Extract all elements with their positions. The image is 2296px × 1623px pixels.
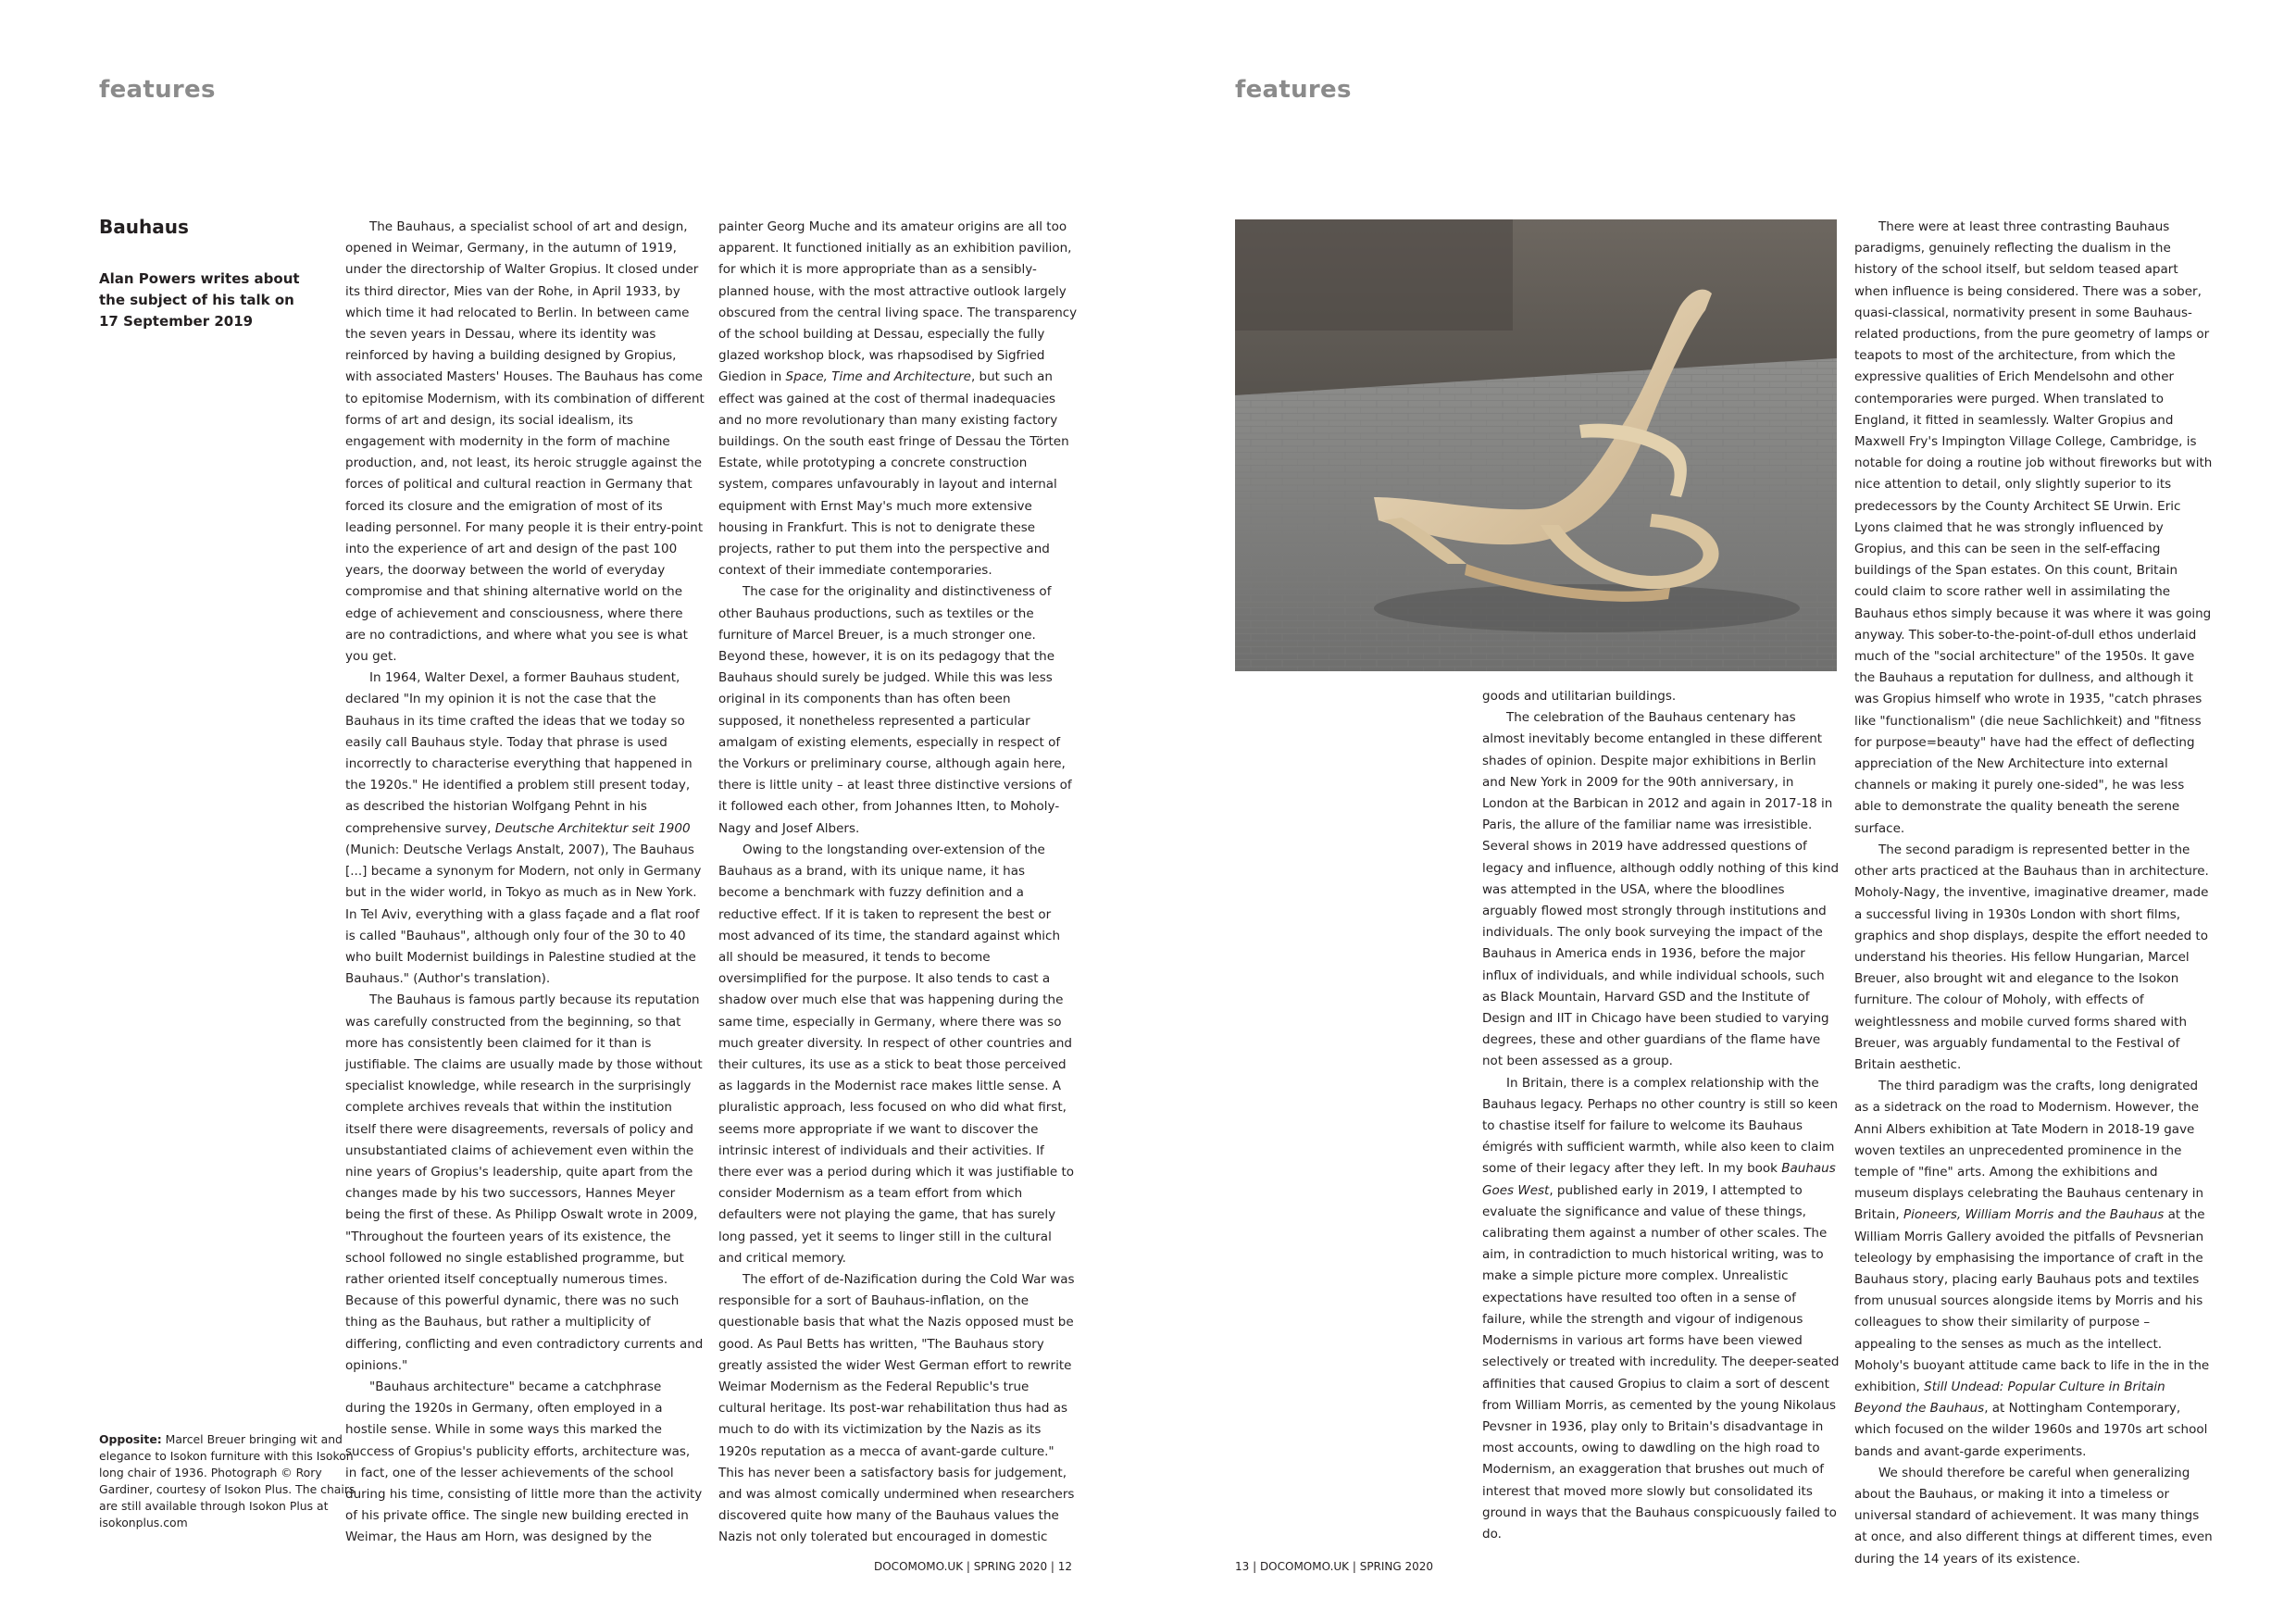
paragraph: We should therefore be careful when generalizing about the Bauhaus, or making it into a timeless or universal standard of achievement. It was many things at once, and also different things at different times, even during the 14 years of its existence.: [1854, 1465, 2213, 1567]
paragraph: In Britain, there is a complex relationship with the Bauhaus legacy. Perhaps no other country is still so keen to chastise itself for failure to welcome its Bauhaus émigrés with sufficient warmth, while also keen to claim some of their legacy after they left. In my book Bauhaus Goes West, published early in 2019, I attempted to evaluate the significance and value of these things, calibrating them against a number of other scales. The aim, in contradiction to much historical writing, was to make a simple picture more complex. Unrealistic expectations have resulted too often in a sense of failure, while the strength and vigour of indigenous Modernisms in various art forms have been viewed selectively or treated with incredulity. The deeper-seated affinities that caused Gropius to claim a sort of descent from William Morris, as cemented by the young Nikolaus Pevsner in 1936, play only to Britain's disadvantage in most accounts, owing to dawdling on the high road to Modernism, an exaggeration that brushes out much of interest that moved more slowly but consolidated its ground in ways that the Bauhaus conspicuously failed to do.: [1482, 1075, 1840, 1542]
folio-right: 13 | DOCOMOMO.UK | SPRING 2020: [1235, 1560, 1434, 1573]
chair-photograph: [1235, 219, 1837, 671]
article-title: Bauhaus: [99, 216, 189, 238]
paragraph: The second paradigm is represented better in the other arts practiced at the Bauhaus than in architecture. Moholy-Nagy, the inventive, imaginative dreamer, made a successful living in 1930s London with short films, graphics and shop displays, despite the effort needed to understand his theories. His fellow Hungarian, Marcel Breuer, also brought wit and elegance to the Isokon furniture. The colour of Moholy, with effects of weightlessness and mobile curved forms shared with Breuer, was arguably fundamental to the Festival of Britain aesthetic.: [1854, 842, 2209, 1072]
paragraph: painter Georg Muche and its amateur origins are all too apparent. It functioned initially as an exhibition pavilion, for which it is more appropriate than as a sensibly-planned house, with the most attractive outlook largely obscured from the central living space. The transparency of the school building at Dessau, especially the fully glazed workshop block, was rhapsodised by Sigfried Giedion in Space, Time and Architecture, but such an effect was gained at the cost of thermal inadequacies and no more revolutionary than many existing factory buildings. On the south east fringe of Dessau the Törten Estate, while prototyping a concrete construction system, compares unfavourably in layout and internal equipment with Ernst May's much more extensive housing in Frankfurt. This is not to denigrate these projects, rather to put them into the perspective and context of their immediate contemporaries.: [718, 219, 1078, 579]
paragraph: In 1964, Walter Dexel, a former Bauhaus student, declared "In my opinion it is not the case that the Bauhaus in its time crafted the ideas that we today so easily call Bauhaus style. Today that phrase is used incorrectly to characterise everything that happened in the 1920s." He identified a problem still present today, as described the historian Wolfgang Pehnt in his comprehensive survey, Deutsche Architektur seit 1900 (Munich: Deutsche Verlags Anstalt, 2007), The Bauhaus [...] became a synonym for Modern, not only in Germany but in the wider world, in Tokyo as much as in New York. In Tel Aviv, everything with a glass façade and a flat roof is called "Bauhaus", although only four of the 30 to 40 who built Modernist buildings in Palestine studied at the Bauhaus." (Author's translation).: [345, 670, 702, 987]
paragraph: goods and utilitarian buildings.: [1482, 689, 1677, 704]
standfirst: Alan Powers writes about the subject of his talk on 17 September 2019: [99, 270, 300, 330]
paragraph: The Bauhaus, a specialist school of art and design, opened in Weimar, Germany, in the autumn of 1919, under the directorship of Walter Gropius. It closed under its third director, Mies van der Rohe, in April 1933, by which time it had relocated to Berlin. In between came the seven years in Dessau, where its identity was reinforced by having a building designed by Gropius, with associated Masters' Houses. The Bauhaus has come to epitomise Modernism, with its combination of different forms of art and design, its social idealism, its engagement with modernity in the form of machine production, and, not least, its heroic struggle against the forces of political and cultural reaction in Germany that forced its closure and the emigration of most of its leading personnel. For many people it is their entry-point into the experience of art and design of the past 100 years, the doorway between the world of everyday compromise and that shining alternative world on the edge of achievement and consciousness, where there are no contradictions, and where what you see is what you get.: [345, 219, 705, 665]
text-column-3: [1482, 686, 1841, 1545]
paragraph: The third paradigm was the crafts, long denigrated as a sidetrack on the road to Modernism. However, the Anni Albers exhibition at Tate Modern in 2018-19 gave woven textiles an unprecedented prominence in the temple of "fine" arts. Among the exhibitions and museum displays celebrating the Bauhaus centenary in Britain, Pioneers, William Morris and the Bauhaus at the William Morris Gallery avoided the pitfalls of Pevsnerian teleology by emphasising the importance of craft in the Bauhaus story, placing early Bauhaus pots and textiles from unusual sources alongside items by Morris and his colleagues to show their similarity of purpose – appealing to the senses as much as the intellect. Moholy's buoyant attitude came back to life in the in the exhibition, Still Undead: Popular Culture in Britain Beyond the Bauhaus, at Nottingham Contemporary, which focused on the wilder 1960s and 1970s art school bands and avant-garde experiments.: [1854, 1079, 2210, 1459]
paragraph: The celebration of the Bauhaus centenary has almost inevitably become entangled in these different shades of opinion. Despite major exhibitions in Berlin and New York in 2009 for the 90th anniversary, in London at the Barbican in 2012 and again in 2017-18 in Paris, the allure of the familiar name was irresistible. Several shows in 2019 have addressed questions of legacy and influence, although oddly nothing of this kind was attempted in the USA, where the bloodlines arguably flowed most strongly through institutions and individuals. The only book surveying the impact of the Bauhaus in America ends in 1936, before the major influx of individuals, and while individual schools, such as Black Mountain, Harvard GSD and the Institute of Design and IIT in Chicago have been studied to varying degrees, these and other guardians of the flame have not been assessed as a group.: [1482, 710, 1840, 1069]
paragraph: "Bauhaus architecture" became a catchphrase during the 1920s in Germany, often employed in a hostile sense. While in some ways this marked the success of Gropius's publicity efforts, architecture was, in fact, one of the lesser achievements of the school during his time, consisting of little more than the activity of his private office. The single new building erected in Weimar, the Haus am Horn, was designed by the: [345, 1379, 703, 1545]
paragraph: There were at least three contrasting Bauhaus paradigms, genuinely reflecting the dualism in the history of the school itself, but seldom teased apart when influence is being considered. There was a sober, quasi-classical, normativity present in some Bauhaus-related productions, from the pure geometry of lamps or teapots to most of the architecture, from which the expressive qualities of Erich Mendelsohn and other contemporaries were purged. When translated to England, it fitted in seamlessly. Walter Gropius and Maxwell Fry's Impington Village College, Cambridge, is notable for doing a routine job without fireworks but with nice attention to detail, only slightly superior to its predecessors by the County Architect SE Urwin. Eric Lyons claimed that he was strongly influenced by Gropius, and this can be seen in the self-effacing buildings of the Span estates. On this count, Britain could claim to score rather well in assimilating the Bauhaus ethos simply because it was where it was going anyway. This sober-to-the-point-of-dull ethos underlaid much of the "social architecture" of the 1950s. It gave the Bauhaus a reputation for dullness, and although it was Gropius himself who wrote in 1935, "catch phrases like "functionalism" (die neue Sachlichkeit) and "fitness for purpose=beauty" have had the effect of deflecting appreciation of the New Architecture into external channels or making it purely one-sided", he was less able to demonstrate the quality beneath the serene surface.: [1854, 219, 2213, 836]
paragraph: The case for the originality and distinctiveness of other Bauhaus productions, such as textiles or the furniture of Marcel Breuer, is a much stronger one. Beyond these, however, it is on its pedagogy that the Bauhaus should surely be judged. While this was less original in its components than has often been supposed, it nonetheless represented a particular amalgam of existing elements, especially in respect of the Vorkurs or preliminary course, although again here, there is little unity – at least three distinctive versions of it followed each other, from Johannes Itten, to Moholy-Nagy and Josef Albers.: [718, 584, 1072, 836]
photo-caption: [99, 1431, 366, 1531]
section-label-left: features: [99, 76, 216, 104]
paragraph: The Bauhaus is famous partly because its reputation was carefully constructed from the beginning, so that more has consistently been claimed for it than is justifiable. The claims are usually made by those without specialist knowledge, while research in the surprisingly complete archives reveals that within the institution itself there were disagreements, reversals of policy and unsubstantiated claims of achievement even within the nine years of Gropius's leadership, quite apart from the changes made by his two successors, Hannes Meyer being the first of these. As Philipp Oswalt wrote in 2009, "Throughout the fourteen years of its existence, the school followed no single established programme, but rather oriented itself conceptually numerous times. Because of this powerful dynamic, there was no such thing as the Bauhaus, but rather a multiplicity of differing, conflicting and even contradictory currents and opinions.": [345, 993, 704, 1373]
text-column-2: [718, 217, 1078, 1549]
caption-text: Marcel Breuer bringing wit and elegance to Isokon furniture with this Isokon long chair of 1936. Photograph © Rory Gardiner, courtesy of Isokon Plus. The chairs are still available through Isokon Plus at isokonplus.com: [99, 1432, 356, 1529]
text-column-1: [345, 217, 705, 1549]
caption-label: Opposite:: [99, 1432, 162, 1446]
isokon-long-chair-image: [1235, 219, 1837, 671]
paragraph: Owing to the longstanding over-extension of the Bauhaus as a brand, with its unique name, it has become a benchmark with fuzzy definition and a reductive effect. If it is taken to represent the best or most advanced of its time, the standard against which all should be measured, it tends to become oversimplified for the purpose. It also tends to cast a shadow over much else that was happening during the same time, especially in Germany, where there was so much greater diversity. In respect of other countries and their cultures, its use as a stick to beat those perceived as laggards in the Modernist race makes little sense. A pluralistic approach, less focused on who did what first, seems more appropriate if we want to discover the intrinsic interest of individuals and their activities. If there ever was a period during which it was justifiable to consider Modernism as a team effort from which defaulters were not playing the game, that has surely long passed, yet it seems to linger still in the cultural and critical memory.: [718, 842, 1075, 1266]
folio-left: DOCOMOMO.UK | SPRING 2020 | 12: [874, 1560, 1073, 1573]
section-label-right: features: [1235, 76, 1352, 104]
text-column-4: [1854, 217, 2214, 1570]
paragraph: The effort of de-Nazification during the Cold War was responsible for a sort of Bauhaus-inflation, on the questionable basis that what the Nazis opposed must be good. As Paul Betts has written, "The Bauhaus story greatly assisted the wider West German effort to rewrite Weimar Modernism as the Federal Republic's true cultural heritage. Its post-war rehabilitation thus had as much to do with its victimization by the Nazis as its 1920s reputation as a mecca of avant-garde culture." This has never been a satisfactory basis for judgement, and was almost comically undermined when researchers discovered quite how many of the Bauhaus values the Nazis not only tolerated but encouraged in domestic: [718, 1271, 1075, 1545]
